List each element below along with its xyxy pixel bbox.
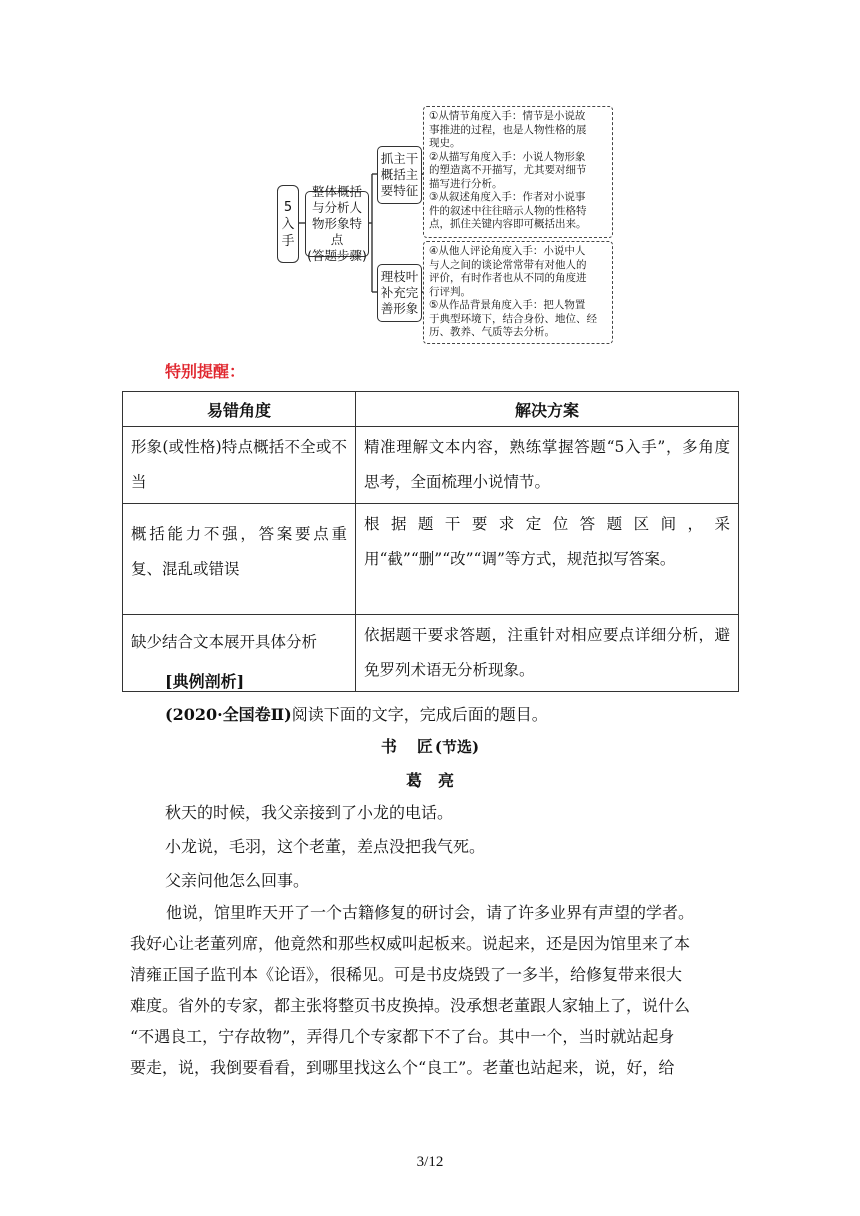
detail-line: 于典型环境下，结合身份、地位、经 bbox=[429, 312, 597, 325]
detail-line: 点，抓住关键内容即可概括出来。 bbox=[429, 218, 587, 230]
detail-line: 件的叙述中往往暗示人物的性格特 bbox=[429, 204, 587, 217]
mindmap-branch-main-label: 抓主干 概括主 要特征 bbox=[380, 151, 419, 198]
detail-line: 事推进的过程，也是人物性格的展 bbox=[429, 123, 587, 136]
story-author: 葛 亮 bbox=[405, 771, 454, 790]
story-line: 秋天的时候，我父亲接到了小龙的电话。 bbox=[165, 803, 454, 822]
table-row bbox=[123, 427, 739, 504]
mindmap-root-label: 5 入 手 bbox=[281, 199, 295, 249]
paragraph-line: “不遇良工，宁存故物”，弄得几个专家都下不了台。其中一个，当时就站起身 bbox=[130, 1027, 675, 1046]
page-number: 3/12 bbox=[416, 1154, 444, 1170]
detail-line: ④从他人评论角度入手：小说中人 bbox=[429, 245, 586, 257]
story-title-text: 书 匠 bbox=[380, 737, 435, 756]
paragraph-line: 清雍正国子监刊本《论语》，很稀见。可是书皮烧毁了一多半，给修复带来很大 bbox=[130, 965, 683, 984]
special-reminder-heading: 特别提醒： bbox=[165, 362, 246, 381]
detail-line: ⑤从作品背景角度入手：把人物置 bbox=[429, 299, 586, 311]
source-line bbox=[165, 702, 548, 725]
detail-line: ③从叙述角度入手：作者对小说事 bbox=[429, 191, 586, 203]
detail-line: ②从描写角度入手：小说人物形象 bbox=[429, 150, 586, 163]
mindmap-detail-box-2 bbox=[423, 241, 613, 344]
paragraph-line: 他说，馆里昨天开了一个古籍修复的研讨会，请了许多业界有声望的学者。 bbox=[166, 903, 695, 922]
detail-line: 的塑造离不开描写，尤其要对细节 bbox=[429, 164, 587, 176]
table-cell: 形象(或性格)特点概括不全或不当 bbox=[123, 427, 356, 504]
detail-line: 行评判。 bbox=[429, 285, 471, 298]
story-line: 父亲问他怎么回事。 bbox=[165, 871, 310, 890]
paragraph-line: 要走，说，我倒要看看，到哪里找这么个“良工”。老董也站起来，说，好，给 bbox=[130, 1058, 675, 1077]
story-title-note: (节选) bbox=[434, 738, 480, 756]
table-cell: 依据题干要求答题，注重针对相应要点详细分析，避免罗列术语无分析现象。 bbox=[356, 615, 739, 692]
error-solution-table bbox=[122, 391, 739, 692]
table-cell: 精准理解文本内容，熟练掌握答题“5入手”，多角度思考，全面梳理小说情节。 bbox=[356, 427, 739, 504]
detail-line: 评价，有时作者也从不同的角度进 bbox=[429, 272, 587, 284]
mindmap-branch-main bbox=[377, 146, 422, 204]
detail-line: 现史。 bbox=[429, 137, 461, 149]
table-cell: 概括能力不强，答案要点重复、混乱或错误 bbox=[123, 504, 356, 615]
story-line: 小龙说，毛羽，这个老董，差点没把我气死。 bbox=[165, 837, 486, 856]
mindmap-root-node bbox=[277, 185, 299, 263]
detail-line: 描写进行分析。 bbox=[429, 177, 503, 190]
mindmap-branch-detail-label: 理枝叶 补充完 善形象 bbox=[380, 269, 419, 316]
table-row bbox=[123, 504, 739, 615]
paragraph-line: 难度。省外的专家，都主张将整页书皮换掉。没承想老董跟人家轴上了，说什么 bbox=[130, 996, 691, 1015]
mindmap-step-label: 整体概括 与分析人 物形象特点 (答题步骤) bbox=[307, 184, 367, 263]
story-title bbox=[0, 734, 860, 757]
table-cell: 缺少结合文本展开具体分析 bbox=[123, 615, 356, 692]
table-cell: 根据题干要求定位答题区间，采用“截”“删”“改”“调”等方式，规范拟写答案。 bbox=[356, 504, 739, 615]
mindmap-step-node bbox=[305, 184, 369, 263]
story-paragraph bbox=[130, 897, 734, 1083]
detail-line: 历、教养、气质等去分析。 bbox=[429, 326, 555, 338]
mindmap-detail-box-1 bbox=[423, 106, 613, 238]
source-instruction: 阅读下面的文字，完成后面的题目。 bbox=[291, 705, 548, 724]
mindmap-branch-detail bbox=[377, 264, 422, 322]
detail-line: ①从情节角度入手：情节是小说故 bbox=[429, 110, 586, 122]
detail-line: 与人之间的谈论常常带有对他人的 bbox=[429, 258, 587, 271]
table-header-row bbox=[123, 392, 739, 427]
table-header-cell: 解决方案 bbox=[356, 392, 739, 427]
paragraph-line: 我好心让老董列席，他竟然和那些权威叫起板来。说起来，还是因为馆里来了本 bbox=[130, 934, 691, 953]
section-heading: [典例剖析] bbox=[165, 672, 245, 691]
table-header-cell: 易错角度 bbox=[123, 392, 356, 427]
source-tag: (2020·全国卷Ⅱ) bbox=[165, 705, 292, 724]
